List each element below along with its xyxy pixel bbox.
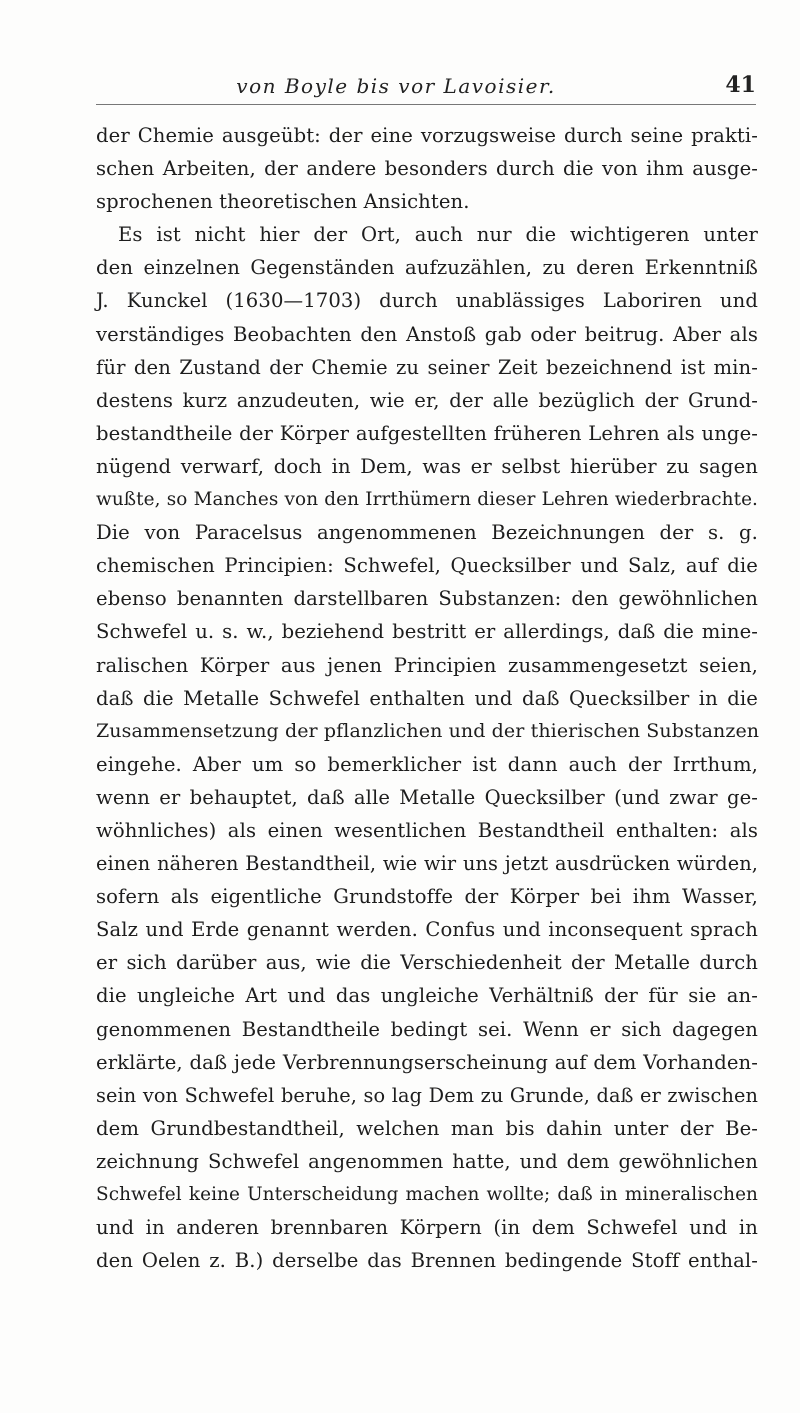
- page-number: 41: [725, 72, 756, 98]
- text-line: der Chemie ausgeübt: der eine vorzugsweise durch seine prakti-: [96, 124, 758, 147]
- text-line: einen näheren Bestandtheil, wie wir uns jetzt ausdrücken würden,: [96, 852, 758, 876]
- text-line: bestandtheile der Körper aufgestellten früheren Lehren als unge-: [96, 421, 758, 445]
- text-line: Zusammensetzung der pflanzlichen und der thierischen Substanzen: [96, 719, 760, 742]
- text-line: daß die Metalle Schwefel enthalten und daß Quecksilber in die: [96, 686, 758, 710]
- text-line: schen Arbeiten, der andere besonders durch die von ihm ausge-: [96, 157, 758, 181]
- text-line: Es ist nicht hier der Ort, auch nur die wichtigeren unter: [118, 223, 758, 247]
- text-line: Schwefel u. s. w., beziehend bestritt er allerdings, daß die mine-: [96, 620, 758, 644]
- text-line: Schwefel keine Unterscheidung machen wollte; daß in mineralischen: [96, 1184, 758, 1205]
- text-line: wöhnliches) als einen wesentlichen Bestandtheil enthalten: als: [96, 818, 758, 842]
- text-line: sein von Schwefel beruhe, so lag Dem zu Grunde, daß er zwischen: [96, 1083, 758, 1107]
- text-line: J. Kunckel (1630—1703) durch unablässiges Laboriren und: [96, 289, 758, 313]
- text-line: für den Zustand der Chemie zu seiner Zeit bezeichnend ist min-: [96, 355, 758, 379]
- running-head: [96, 74, 756, 104]
- text-line: den Oelen z. B.) derselbe das Brennen bedingende Stoff enthal-: [96, 1249, 758, 1273]
- text-line: Die von Paracelsus angenommenen Bezeichnungen der s. g.: [96, 521, 758, 545]
- text-line: eingehe. Aber um so bemerklicher ist dann auch der Irrthum,: [96, 752, 758, 776]
- text-line: und in anderen brennbaren Körpern (in dem Schwefel und in: [96, 1216, 758, 1240]
- text-line: Salz und Erde genannt werden. Confus und inconsequent sprach: [96, 918, 758, 942]
- text-line: er sich darüber aus, wie die Verschiedenheit der Metalle durch: [96, 951, 758, 975]
- text-line: wenn er behauptet, daß alle Metalle Quecksilber (und zwar ge-: [96, 785, 758, 809]
- text-line: dem Grundbestandtheil, welchen man bis dahin unter der Be-: [96, 1116, 758, 1140]
- text-line: zeichnung Schwefel angenommen hatte, und dem gewöhnlichen: [96, 1149, 758, 1173]
- text-line: nügend verwarf, doch in Dem, was er selbst hierüber zu sagen: [96, 454, 758, 478]
- text-line: den einzelnen Gegenständen aufzuzählen, zu deren Erkenntniß: [96, 256, 758, 280]
- text-line: die ungleiche Art und das ungleiche Verhältniß der für sie an-: [96, 984, 758, 1008]
- text-line: destens kurz anzudeuten, wie er, der alle bezüglich der Grund-: [96, 388, 758, 412]
- text-line: sofern als eigentliche Grundstoffe der Körper bei ihm Wasser,: [96, 885, 758, 909]
- text-line: erklärte, daß jede Verbrennungserscheinung auf dem Vorhanden-: [96, 1050, 758, 1074]
- text-line: verständiges Beobachten den Anstoß gab oder beitrug. Aber als: [96, 322, 758, 346]
- body-text: [96, 119, 758, 1277]
- text-line: wußte, so Manches von den Irrthümern dieser Lehren wiederbrachte.: [96, 489, 758, 511]
- text-line: genommenen Bestandtheile bedingt sei. Wenn er sich dagegen: [96, 1017, 758, 1041]
- text-line: chemischen Principien: Schwefel, Quecksilber und Salz, auf die: [96, 554, 758, 578]
- text-line: ebenso benannten darstellbaren Substanzen: den gewöhnlichen: [96, 587, 758, 611]
- header-rule: [96, 104, 756, 105]
- running-title: von Boyle bis vor Lavoisier.: [236, 74, 556, 98]
- text-line: ralischen Körper aus jenen Principien zusammengesetzt seien,: [96, 653, 758, 677]
- text-line: sprochenen theoretischen Ansichten.: [96, 190, 470, 214]
